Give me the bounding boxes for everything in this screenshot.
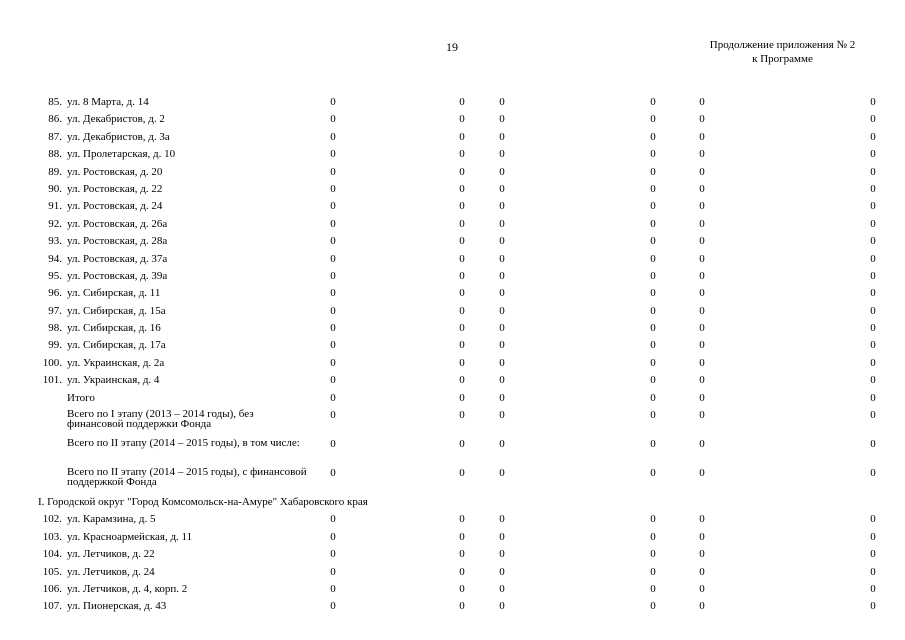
row-number: 95. bbox=[48, 269, 62, 282]
row-value: 0 bbox=[650, 582, 656, 595]
row-value: 0 bbox=[650, 339, 656, 352]
row-name: ул. Ростовская, д. 22 bbox=[67, 182, 163, 195]
row-value: 0 bbox=[459, 600, 465, 613]
row-value: 0 bbox=[650, 269, 656, 282]
row-number: 106. bbox=[42, 582, 62, 595]
row-name: ул. Декабристов, д. 3а bbox=[67, 130, 170, 143]
row-value: 0 bbox=[699, 391, 705, 404]
row-value: 0 bbox=[870, 235, 876, 248]
row-number: 100. bbox=[42, 356, 62, 369]
row-number: 91. bbox=[48, 200, 62, 213]
table-row bbox=[0, 583, 905, 600]
row-value: 0 bbox=[699, 235, 705, 248]
row-value: 0 bbox=[699, 252, 705, 265]
row-value: 0 bbox=[459, 182, 465, 195]
row-value: 0 bbox=[499, 96, 505, 108]
row-value: 0 bbox=[650, 600, 656, 613]
row-value: 0 bbox=[870, 582, 876, 595]
row-value: 0 bbox=[459, 235, 465, 248]
table-row bbox=[0, 357, 905, 374]
row-value: 0 bbox=[330, 130, 336, 143]
row-value: 0 bbox=[330, 217, 336, 230]
row-value: 0 bbox=[870, 130, 876, 143]
row-name: ул. Сибирская, д. 15а bbox=[67, 304, 166, 317]
row-name: ул. 8 Марта, д. 14 bbox=[67, 96, 149, 108]
row-number: 92. bbox=[48, 217, 62, 230]
row-value: 0 bbox=[330, 235, 336, 248]
row-value: 0 bbox=[499, 304, 505, 317]
page-number: 19 bbox=[446, 40, 458, 54]
row-value: 0 bbox=[650, 200, 656, 213]
row-value: 0 bbox=[699, 339, 705, 352]
table-row bbox=[0, 531, 905, 548]
table-row bbox=[0, 409, 905, 438]
row-name: Итого bbox=[67, 391, 95, 404]
row-value: 0 bbox=[459, 391, 465, 404]
row-value: 0 bbox=[330, 200, 336, 213]
row-value: 0 bbox=[870, 530, 876, 543]
row-value: 0 bbox=[459, 409, 465, 422]
table-row bbox=[0, 270, 905, 287]
table-row bbox=[0, 287, 905, 304]
row-value: 0 bbox=[699, 548, 705, 561]
row-value: 0 bbox=[650, 148, 656, 161]
row-value: 0 bbox=[459, 356, 465, 369]
row-value: 0 bbox=[499, 322, 505, 335]
row-name: ул. Ростовская, д. 39а bbox=[67, 269, 168, 282]
row-value: 0 bbox=[459, 165, 465, 178]
table-row bbox=[0, 392, 905, 409]
row-value: 0 bbox=[650, 467, 656, 480]
row-name: ул. Украинская, д. 4 bbox=[67, 374, 160, 387]
row-value: 0 bbox=[330, 269, 336, 282]
table-row bbox=[0, 339, 905, 356]
row-value: 0 bbox=[499, 130, 505, 143]
row-number: 104. bbox=[42, 548, 62, 561]
section-heading bbox=[0, 496, 905, 513]
row-value: 0 bbox=[499, 113, 505, 126]
row-value: 0 bbox=[870, 339, 876, 352]
row-value: 0 bbox=[499, 530, 505, 543]
row-value: 0 bbox=[499, 391, 505, 404]
row-name: ул. Ростовская, д. 26а bbox=[67, 217, 168, 230]
row-value: 0 bbox=[650, 235, 656, 248]
row-value: 0 bbox=[499, 148, 505, 161]
table-row bbox=[0, 200, 905, 217]
row-value: 0 bbox=[330, 165, 336, 178]
row-value: 0 bbox=[459, 113, 465, 126]
row-value: 0 bbox=[870, 356, 876, 369]
row-value: 0 bbox=[499, 600, 505, 613]
row-value: 0 bbox=[870, 269, 876, 282]
row-value: 0 bbox=[870, 322, 876, 335]
row-value: 0 bbox=[499, 252, 505, 265]
row-value: 0 bbox=[699, 356, 705, 369]
row-name: ул. Ростовская, д. 37а bbox=[67, 252, 168, 265]
row-number: 86. bbox=[48, 113, 62, 126]
row-value: 0 bbox=[870, 513, 876, 526]
table-row bbox=[0, 548, 905, 565]
appendix-note bbox=[690, 38, 875, 66]
row-value: 0 bbox=[699, 287, 705, 300]
row-value: 0 bbox=[330, 304, 336, 317]
row-name: Всего по I этапу (2013 – 2014 годы), без финансовой поддержки Фонда bbox=[67, 408, 254, 431]
row-value: 0 bbox=[330, 582, 336, 595]
row-value: 0 bbox=[650, 252, 656, 265]
row-value: 0 bbox=[699, 322, 705, 335]
data-table bbox=[0, 96, 905, 618]
row-value: 0 bbox=[870, 200, 876, 213]
row-name: ул. Летчиков, д. 4, корп. 2 bbox=[67, 582, 188, 595]
row-value: 0 bbox=[650, 391, 656, 404]
row-number: 98. bbox=[48, 322, 62, 335]
row-value: 0 bbox=[699, 513, 705, 526]
row-value: 0 bbox=[330, 409, 336, 422]
table-row bbox=[0, 600, 905, 617]
row-value: 0 bbox=[499, 235, 505, 248]
row-number: 88. bbox=[48, 148, 62, 161]
row-value: 0 bbox=[499, 217, 505, 230]
row-value: 0 bbox=[330, 438, 336, 451]
row-value: 0 bbox=[650, 165, 656, 178]
row-value: 0 bbox=[459, 565, 465, 578]
row-value: 0 bbox=[699, 582, 705, 595]
row-value: 0 bbox=[650, 438, 656, 451]
row-value: 0 bbox=[330, 356, 336, 369]
row-value: 0 bbox=[499, 269, 505, 282]
row-value: 0 bbox=[330, 548, 336, 561]
row-value: 0 bbox=[330, 513, 336, 526]
row-number: 94. bbox=[48, 252, 62, 265]
row-value: 0 bbox=[459, 96, 465, 108]
row-value: 0 bbox=[870, 565, 876, 578]
row-value: 0 bbox=[699, 148, 705, 161]
row-value: 0 bbox=[459, 548, 465, 561]
row-value: 0 bbox=[499, 467, 505, 480]
row-value: 0 bbox=[499, 565, 505, 578]
row-value: 0 bbox=[459, 467, 465, 480]
row-value: 0 bbox=[650, 513, 656, 526]
row-value: 0 bbox=[459, 530, 465, 543]
table-row bbox=[0, 513, 905, 530]
row-value: 0 bbox=[650, 322, 656, 335]
table-row bbox=[0, 566, 905, 583]
row-value: 0 bbox=[870, 148, 876, 161]
row-value: 0 bbox=[459, 339, 465, 352]
table-row bbox=[0, 131, 905, 148]
table-row bbox=[0, 96, 905, 113]
row-value: 0 bbox=[650, 565, 656, 578]
row-value: 0 bbox=[330, 600, 336, 613]
row-value: 0 bbox=[459, 148, 465, 161]
row-value: 0 bbox=[699, 409, 705, 422]
row-value: 0 bbox=[650, 113, 656, 126]
row-value: 0 bbox=[650, 356, 656, 369]
row-value: 0 bbox=[459, 304, 465, 317]
row-value: 0 bbox=[499, 182, 505, 195]
row-number: 93. bbox=[48, 235, 62, 248]
row-name: ул. Летчиков, д. 24 bbox=[67, 565, 155, 578]
row-name: ул. Декабристов, д. 2 bbox=[67, 113, 165, 126]
row-number: 90. bbox=[48, 182, 62, 195]
row-number: 85. bbox=[48, 96, 62, 108]
row-number: 103. bbox=[42, 530, 62, 543]
row-value: 0 bbox=[870, 113, 876, 126]
row-value: 0 bbox=[699, 165, 705, 178]
row-value: 0 bbox=[459, 217, 465, 230]
table-row bbox=[0, 438, 905, 467]
row-value: 0 bbox=[650, 130, 656, 143]
row-value: 0 bbox=[699, 530, 705, 543]
row-value: 0 bbox=[699, 200, 705, 213]
table-row bbox=[0, 148, 905, 165]
row-value: 0 bbox=[870, 438, 876, 451]
row-value: 0 bbox=[330, 565, 336, 578]
row-value: 0 bbox=[459, 438, 465, 451]
row-number: 87. bbox=[48, 130, 62, 143]
row-value: 0 bbox=[330, 374, 336, 387]
row-value: 0 bbox=[650, 548, 656, 561]
row-value: 0 bbox=[459, 582, 465, 595]
row-value: 0 bbox=[870, 252, 876, 265]
row-value: 0 bbox=[699, 182, 705, 195]
row-value: 0 bbox=[459, 252, 465, 265]
row-value: 0 bbox=[330, 322, 336, 335]
row-value: 0 bbox=[870, 467, 876, 480]
row-value: 0 bbox=[499, 356, 505, 369]
row-name: ул. Ростовская, д. 24 bbox=[67, 200, 163, 213]
row-value: 0 bbox=[870, 374, 876, 387]
row-value: 0 bbox=[330, 467, 336, 480]
row-number: 96. bbox=[48, 287, 62, 300]
row-value: 0 bbox=[650, 182, 656, 195]
row-value: 0 bbox=[699, 113, 705, 126]
section-title: I. Городской округ "Город Комсомольск-на-Амуре" Хабаровского края bbox=[38, 496, 368, 509]
row-name: ул. Пионерская, д. 43 bbox=[67, 600, 167, 613]
appendix-line-2: к Программе bbox=[752, 53, 813, 65]
row-value: 0 bbox=[650, 96, 656, 108]
row-value: 0 bbox=[699, 304, 705, 317]
row-value: 0 bbox=[499, 409, 505, 422]
row-value: 0 bbox=[870, 548, 876, 561]
row-value: 0 bbox=[459, 374, 465, 387]
row-name: ул. Украинская, д. 2а bbox=[67, 356, 165, 369]
row-number: 97. bbox=[48, 304, 62, 317]
row-value: 0 bbox=[650, 217, 656, 230]
row-value: 0 bbox=[459, 322, 465, 335]
row-value: 0 bbox=[699, 438, 705, 451]
row-value: 0 bbox=[330, 530, 336, 543]
row-value: 0 bbox=[870, 409, 876, 422]
table-row bbox=[0, 113, 905, 130]
row-value: 0 bbox=[499, 200, 505, 213]
row-value: 0 bbox=[870, 600, 876, 613]
row-value: 0 bbox=[459, 200, 465, 213]
row-value: 0 bbox=[459, 287, 465, 300]
row-value: 0 bbox=[650, 530, 656, 543]
row-name: ул. Пролетарская, д. 10 bbox=[67, 148, 176, 161]
row-value: 0 bbox=[870, 96, 876, 108]
row-value: 0 bbox=[650, 374, 656, 387]
row-value: 0 bbox=[459, 130, 465, 143]
row-value: 0 bbox=[330, 148, 336, 161]
row-value: 0 bbox=[699, 565, 705, 578]
row-value: 0 bbox=[650, 287, 656, 300]
table-row bbox=[0, 322, 905, 339]
row-value: 0 bbox=[699, 217, 705, 230]
row-value: 0 bbox=[330, 391, 336, 404]
row-value: 0 bbox=[459, 269, 465, 282]
row-number: 99. bbox=[48, 339, 62, 352]
row-name: ул. Красноармейская, д. 11 bbox=[67, 530, 193, 543]
row-value: 0 bbox=[699, 269, 705, 282]
row-value: 0 bbox=[650, 304, 656, 317]
row-number: 101. bbox=[42, 374, 62, 387]
table-row bbox=[0, 374, 905, 391]
table-row bbox=[0, 305, 905, 322]
row-value: 0 bbox=[330, 252, 336, 265]
table-row bbox=[0, 235, 905, 252]
row-name: ул. Сибирская, д. 11 bbox=[67, 287, 161, 300]
row-value: 0 bbox=[499, 438, 505, 451]
row-number: 89. bbox=[48, 165, 62, 178]
row-value: 0 bbox=[499, 339, 505, 352]
row-value: 0 bbox=[459, 513, 465, 526]
appendix-line-1: Продолжение приложения № 2 bbox=[709, 39, 856, 51]
row-name: ул. Ростовская, д. 20 bbox=[67, 165, 163, 178]
row-value: 0 bbox=[499, 165, 505, 178]
row-value: 0 bbox=[499, 548, 505, 561]
table-row bbox=[0, 166, 905, 183]
row-value: 0 bbox=[699, 130, 705, 143]
table-row bbox=[0, 253, 905, 270]
row-value: 0 bbox=[499, 374, 505, 387]
table-row bbox=[0, 467, 905, 496]
row-value: 0 bbox=[499, 582, 505, 595]
row-value: 0 bbox=[870, 165, 876, 178]
row-value: 0 bbox=[499, 287, 505, 300]
row-value: 0 bbox=[330, 113, 336, 126]
row-name: ул. Карамзина, д. 5 bbox=[67, 513, 156, 526]
row-name: Всего по II этапу (2014 – 2015 годы), с финансовой поддержкой Фонда bbox=[67, 466, 307, 489]
row-value: 0 bbox=[499, 513, 505, 526]
row-value: 0 bbox=[330, 182, 336, 195]
row-value: 0 bbox=[699, 96, 705, 108]
row-value: 0 bbox=[650, 409, 656, 422]
row-name: ул. Ростовская, д. 28а bbox=[67, 235, 168, 248]
row-value: 0 bbox=[330, 96, 336, 108]
row-value: 0 bbox=[330, 287, 336, 300]
row-value: 0 bbox=[870, 304, 876, 317]
row-value: 0 bbox=[330, 339, 336, 352]
row-number: 102. bbox=[42, 513, 62, 526]
row-number: 105. bbox=[42, 565, 62, 578]
row-name: Всего по II этапу (2014 – 2015 годы), в том числе: bbox=[67, 437, 300, 450]
row-value: 0 bbox=[870, 391, 876, 404]
row-value: 0 bbox=[699, 374, 705, 387]
row-number: 107. bbox=[42, 600, 62, 613]
row-value: 0 bbox=[870, 182, 876, 195]
table-row bbox=[0, 183, 905, 200]
row-value: 0 bbox=[699, 600, 705, 613]
row-value: 0 bbox=[699, 467, 705, 480]
row-name: ул. Сибирская, д. 16 bbox=[67, 322, 161, 335]
row-value: 0 bbox=[870, 217, 876, 230]
row-name: ул. Летчиков, д. 22 bbox=[67, 548, 155, 561]
row-name: ул. Сибирская, д. 17а bbox=[67, 339, 166, 352]
row-value: 0 bbox=[870, 287, 876, 300]
table-row bbox=[0, 218, 905, 235]
